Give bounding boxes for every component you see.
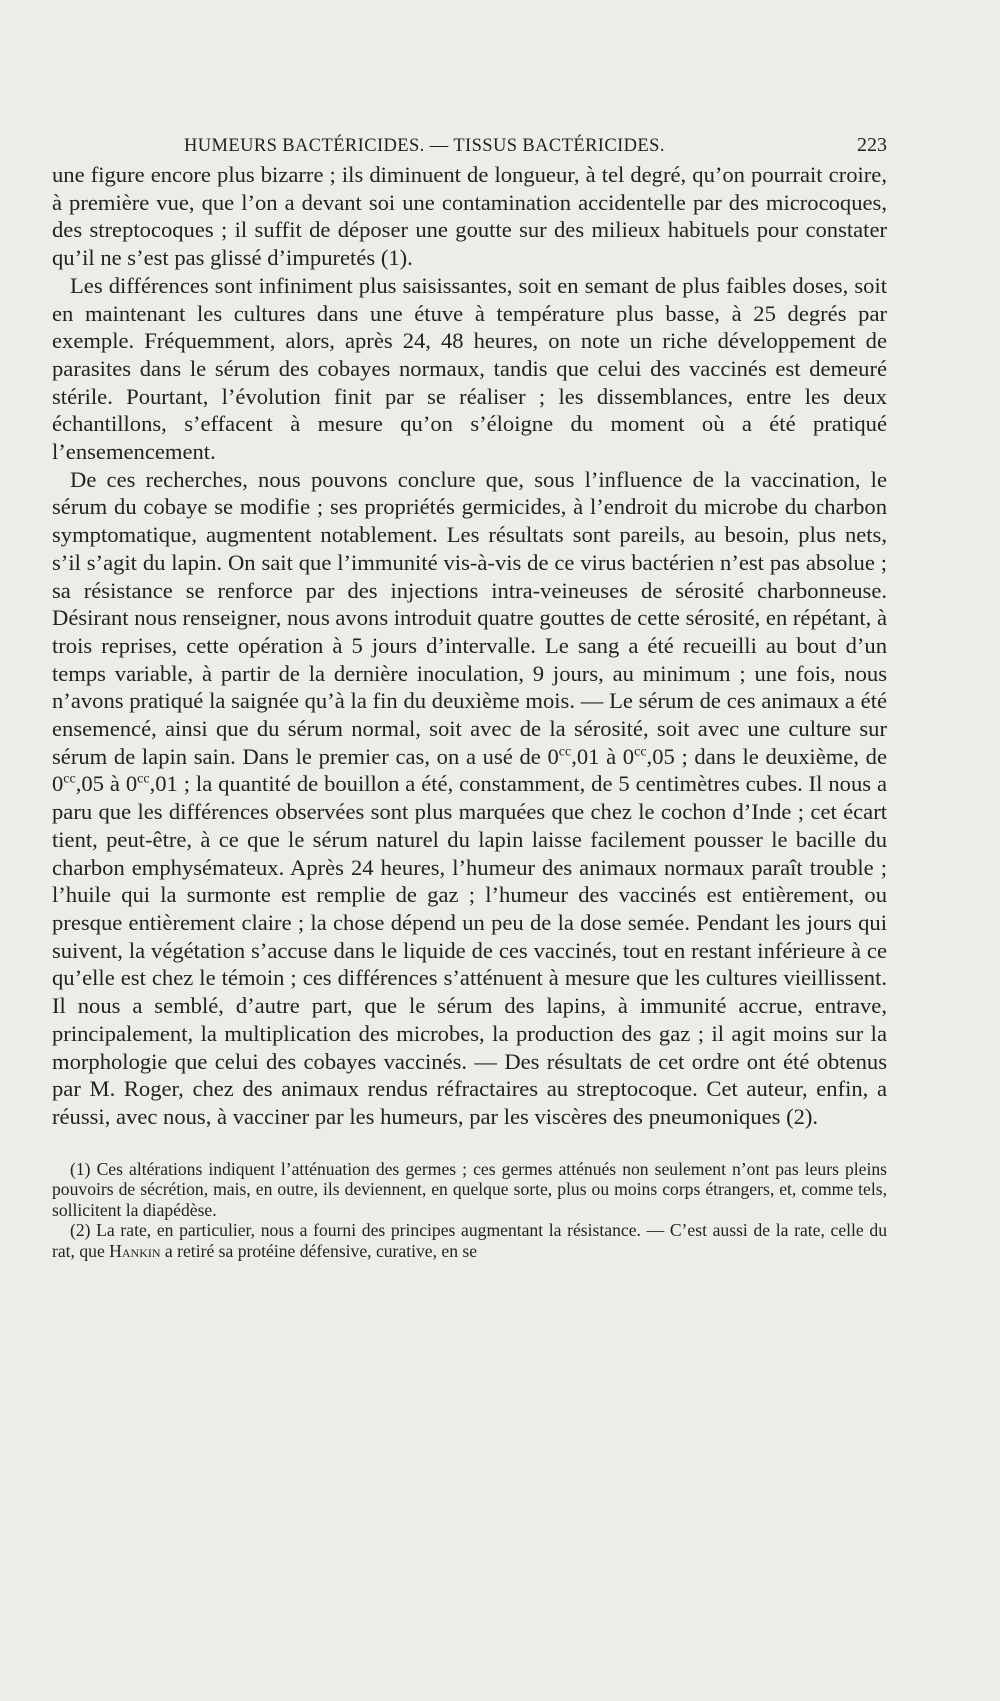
footnote-2-text: La rate, en particulier, nous a fourni des principes augmentant la résistance. — C’est aussi de la rate, celle du rat, que [52, 1220, 887, 1261]
paragraph-3-part-1: De ces recherches, nous pouvons conclure que, sous l’influence de la vaccination, le sérum du cobaye se modifie ; ses propriétés germicides, à l’endroit du microbe du charbon symptomatique, augmentent notablement. Les résultats sont pareils, au besoin, plus nets, s’il s’agit du lapin. On sait que l’immunité vis-à-vis de ce virus bactérien n’est pas absolue ; sa résistance se renforce par des injections intra-veineuses de sérosité charbonneuse. Désirant nous renseigner, nous avons introduit quatre gouttes de cette sérosité, en répétant, à trois reprises, cette opération à 5 jours d’intervalle. Le sang a été recueilli au bout d’un temps variable, à partir de la dernière inoculation, 9 jours, au minimum ; une fois, nous n’avons pratiqué la saignée qu’à la fin du deuxième mois. — Le sérum de ces animaux a été ensemencé, ainsi que du sérum normal, soit avec de la sérosité, soit avec une culture sur sérum de lapin sain. Dans le premier cas, on a usé de 0 [52, 466, 887, 769]
paragraph-2: Les différences sont infiniment plus saisissantes, soit en semant de plus faibles doses, soit en maintenant les cultures dans une étuve à température plus basse, à 25 degrés par exemple. Fréquemment, alors, après 24, 48 heures, on note un riche développement de parasites dans le sérum des cobayes normaux, tandis que celui des vaccinés est demeuré stérile. Pourtant, l’évolution finit par se réaliser ; les dissemblances, entre les deux échantillons, s’effacent à mesure qu’on s’éloigne du moment où a été pratiqué l’ensemencement. [52, 272, 887, 465]
body-text [52, 161, 887, 1131]
unit-cc: cc [137, 771, 150, 787]
footnote-ref-1: (1) [380, 245, 408, 271]
page-content [52, 134, 887, 1261]
paragraph-3 [52, 466, 887, 1131]
page-number: 223 [857, 134, 887, 156]
footnote-1-mark: (1) [70, 1158, 91, 1179]
running-title: HUMEURS BACTÉRICIDES. — TISSUS BACTÉRICIDES. [184, 136, 665, 156]
footnote-2-text-end: a retiré sa protéine défensive, curative, en se [160, 1240, 478, 1261]
footnote-1-text: Ces altérations indiquent l’atténuation des germes ; ces germes atténués non seulement n’ont pas leurs pleins pouvoirs de sécrétion, mais, en outre, ils deviennent, en quelque sorte, plus ou moins corps étrangers, et, comme tels, sollicitent la diapédèse. [52, 1158, 887, 1220]
paragraph-3-part-3: ,05 ; dans le deuxième, de 0 [52, 743, 887, 797]
paragraph-3-part-2: ,01 à 0 [571, 743, 635, 769]
running-header [52, 134, 887, 157]
unit-cc: cc [558, 744, 572, 760]
footnote-ref-2: (2) [786, 1103, 813, 1129]
paragraph-3-part-5: ,01 ; la quantité de bouillon a été, constamment, de 5 centimètres cubes. Il nous a paru que les différences observées sont plus marquées que chez le cochon d’Inde ; cet écart tient, peut-être, à ce que le sérum naturel du lapin laisse facilement pousser le bacille du charbon emphysémateux. Après 24 heures, l’humeur des animaux normaux paraît trouble ; l’huile qui la surmonte est remplie de gaz ; l’humeur des vaccinés est entièrement, ou presque entièrement claire ; la chose dépend un peu de la dose semée. Pendant les jours qui suivent, la végétation s’accuse dans le liquide de ces vaccinés, tout en restant inférieure à ce qu’elle est chez le témoin ; ces différences s’atténuent à mesure que les cultures vieillissent. Il nous a semblé, d’autre part, que le sérum des lapins, à immunité accrue, entrave, principalement, la multiplication des microbes, la production des gaz ; il agit moins sur la morphologie que celui des cobayes vaccinés. — Des résultats de cet ordre ont été obtenus par M. Roger, chez des animaux rendus réfractaires au streptocoque. Cet auteur, enfin, a réussi, avec nous, à vacciner par les humeurs, par les viscères des pneumoniques [52, 771, 887, 1129]
paragraph-3-tail: . [812, 1103, 819, 1129]
paragraph-3-part-4: ,05 à 0 [75, 771, 138, 797]
footnotes [52, 1159, 887, 1262]
author-name-hankin: Hankin [109, 1240, 161, 1261]
unit-cc: cc [634, 744, 647, 760]
unit-cc: cc [63, 771, 76, 787]
paragraph-1-text: une figure encore plus bizarre ; ils diminuent de longueur, à tel degré, qu’on pourrait croire, à première vue, que l’on a devant soi une contamination accidentelle par des microcoques, des streptocoques ; il suffit de déposer une goutte sur des milieux habituels pour constater qu’il ne s’est pas glissé d’impuretés [52, 162, 887, 271]
footnote-2 [52, 1220, 887, 1261]
footnote-1 [52, 1159, 887, 1221]
paragraph-1-tail: . [407, 245, 413, 271]
footnote-2-mark: (2) [70, 1220, 91, 1241]
paragraph-1 [52, 161, 887, 272]
